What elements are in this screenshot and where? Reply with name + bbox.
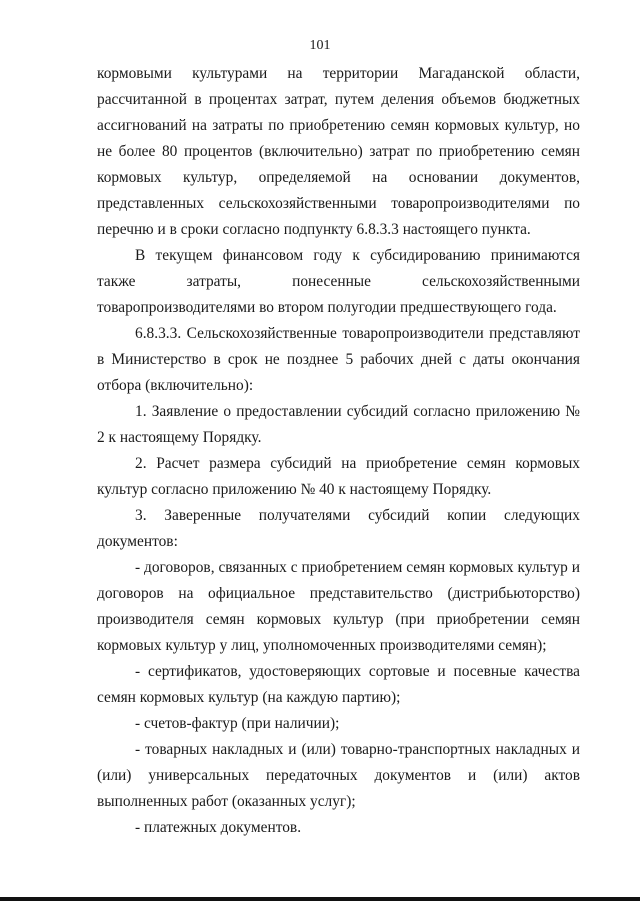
sub-item-payment-documents: - платежных документов. bbox=[135, 819, 302, 836]
paragraph-clause-6-8-3-3: 6.8.3.3. Сельскохозяйственные товаропроизводители представляют в Министерство в срок не позднее 5 рабочих дней с даты окончания отбора (включительно): bbox=[97, 325, 580, 394]
sub-item-contracts: - договоров, связанных с приобретением семян кормовых культур и договоров на официальное представительство (дистрибьюторство) производителя семян кормовых культур (при приобретении семян кормовых культур у лиц, уполномоченных производителями семян); bbox=[97, 559, 580, 654]
page-number: 101 bbox=[309, 38, 331, 53]
document-body bbox=[97, 61, 580, 841]
scan-bottom-border bbox=[0, 897, 640, 901]
list-item-application: 1. Заявление о предоставлении субсидий согласно приложению № 2 к настоящему Порядку. bbox=[97, 403, 580, 446]
sub-item-certificates: - сертификатов, удостоверяющих сортовые и посевные качества семян кормовых культур (на каждую партию); bbox=[97, 663, 580, 706]
paragraph-continuation: кормовыми культурами на территории Магаданской области, рассчитанной в процентах затрат, путем деления объемов бюджетных ассигнований на затраты по приобретению семян кормовых культур, но не более 80 процентов (включительно) затрат по приобретению семян кормовых культур, определяемой на основании документов, представленных сельскохозяйственными товаропроизводителями по перечню и в сроки согласно подпункту 6.8.3.3 настоящего пункта. bbox=[97, 65, 580, 238]
list-item-certified-copies: 3. Заверенные получателями субсидий копии следующих документов: bbox=[97, 507, 580, 550]
list-item-calculation: 2. Расчет размера субсидий на приобретение семян кормовых культур согласно приложению № 40 к настоящему Порядку. bbox=[97, 455, 580, 498]
sub-item-invoices: - счетов-фактур (при наличии); bbox=[135, 715, 340, 732]
paragraph-current-year-costs: В текущем финансовом году к субсидированию принимаются также затраты, понесенные сельскохозяйственными товаропроизводителями во втором полугодии предшествующего года. bbox=[97, 247, 580, 316]
sub-item-waybills: - товарных накладных и (или) товарно-транспортных накладных и (или) универсальных передаточных документов и (или) актов выполненных работ (оказанных услуг); bbox=[97, 741, 580, 810]
